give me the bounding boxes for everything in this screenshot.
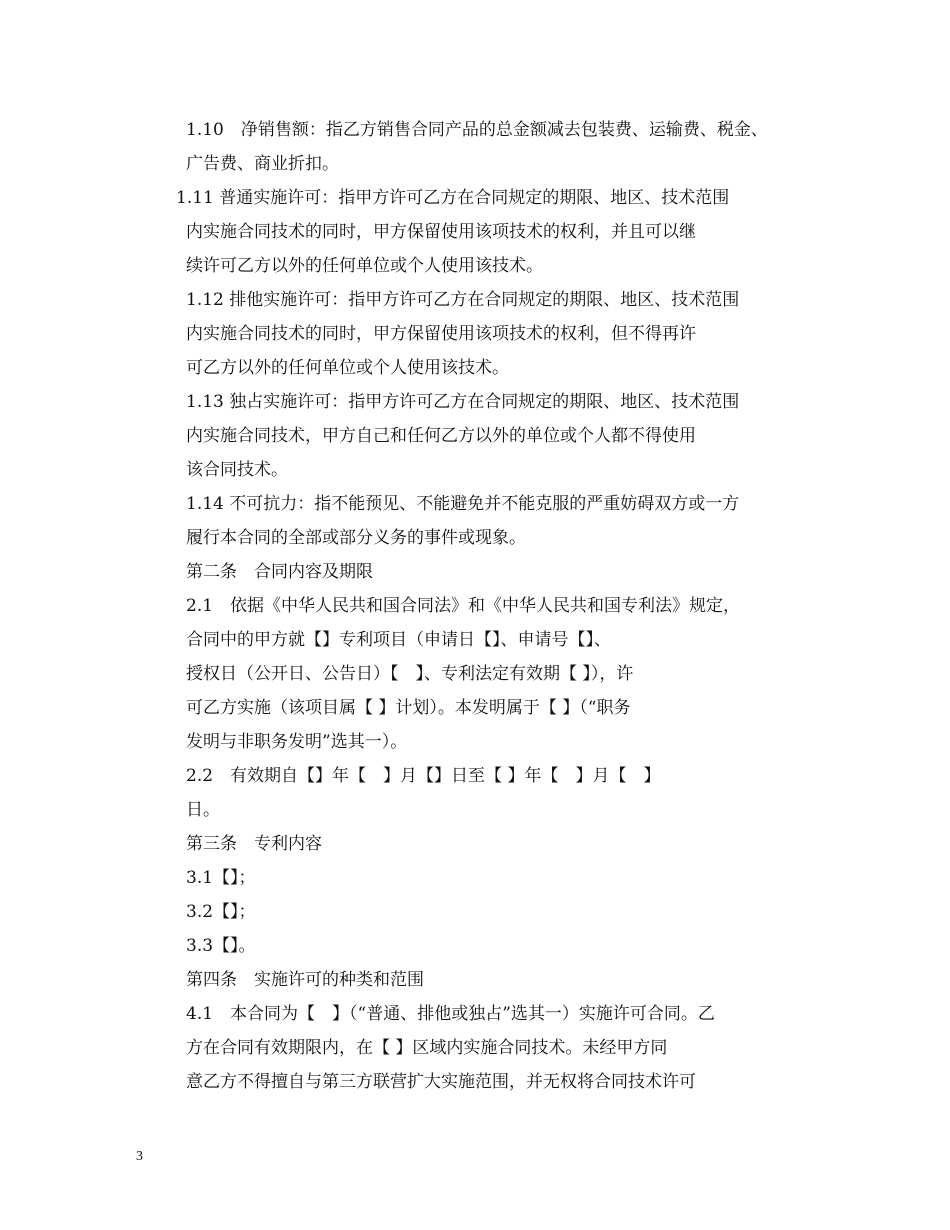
text-line-6: 1.12 排他实施许可：指甲方许可乙方在合同规定的期限、地区、技术范围 xyxy=(186,290,740,310)
article-4-heading: 第四条 实施许可的种类和范围 xyxy=(186,970,424,990)
article-2-heading: 第二条 合同内容及期限 xyxy=(186,562,373,582)
text-line-7: 内实施合同技术的同时，甲方保留使用该项技术的权利，但不得再许 xyxy=(186,324,696,344)
text-line-13: 履行本合同的全部或部分义务的事件或现象。 xyxy=(186,528,526,548)
text-line-11: 该合同技术。 xyxy=(186,460,288,480)
text-line-9: 1.13 独占实施许可：指甲方许可乙方在合同规定的期限、地区、技术范围 xyxy=(186,392,740,412)
text-line-5: 续许可乙方以外的任何单位或个人使用该技术。 xyxy=(186,256,543,276)
text-line-21: 日。 xyxy=(186,800,220,820)
text-line-16: 合同中的甲方就【】专利项目（申请日【】、申请号【】、 xyxy=(186,630,611,650)
text-line-4: 内实施合同技术的同时，甲方保留使用该项技术的权利，并且可以继 xyxy=(186,222,696,242)
text-line-23: 3.1【】； xyxy=(186,868,256,888)
page-number: 3 xyxy=(136,1149,143,1164)
text-line-17: 授权日（公开日、公告日）【 】、专利法定有效期【 】），许 xyxy=(186,664,634,684)
text-line-15: 2.1 依据《中华人民共和国合同法》和《中华人民共和国专利法》规定， xyxy=(186,596,741,616)
text-line-8: 可乙方以外的任何单位或个人使用该技术。 xyxy=(186,358,509,378)
text-line-18: 可乙方实施（该项目属【 】计划）。本发明属于【 】（“职务 xyxy=(186,698,631,718)
text-line-24: 3.2【】； xyxy=(186,902,256,922)
text-line-2: 广告费、商业折扣。 xyxy=(186,154,339,174)
text-line-29: 意乙方不得擅自与第三方联营扩大实施范围，并无权将合同技术许可 xyxy=(186,1072,696,1092)
text-line-20: 2.2 有效期自【】年【 】月【】日至【 】年【 】月【 】 xyxy=(186,766,661,786)
text-line-10: 内实施合同技术，甲方自己和任何乙方以外的单位或个人都不得使用 xyxy=(186,426,696,446)
text-line-19: 发明与非职务发明”选其一）。 xyxy=(186,732,408,752)
text-line-3: 1.11 普通实施许可：指甲方许可乙方在合同规定的期限、地区、技术范围 xyxy=(176,188,730,208)
article-3-heading: 第三条 专利内容 xyxy=(186,834,322,854)
text-line-12: 1.14 不可抗力：指不能预见、不能避免并不能克服的严重妨碍双方或一方 xyxy=(186,494,740,514)
text-line-25: 3.3【】。 xyxy=(186,936,256,956)
text-line-28: 方在合同有效期限内，在【 】区域内实施合同技术。未经甲方同 xyxy=(186,1038,668,1058)
text-line-1: 1.10 净销售额：指乙方销售合同产品的总金额减去包装费、运输费、税金、 xyxy=(186,120,768,140)
text-line-27: 4.1 本合同为【 】（“普通、排他或独占”选其一）实施许可合同。乙 xyxy=(186,1004,715,1024)
